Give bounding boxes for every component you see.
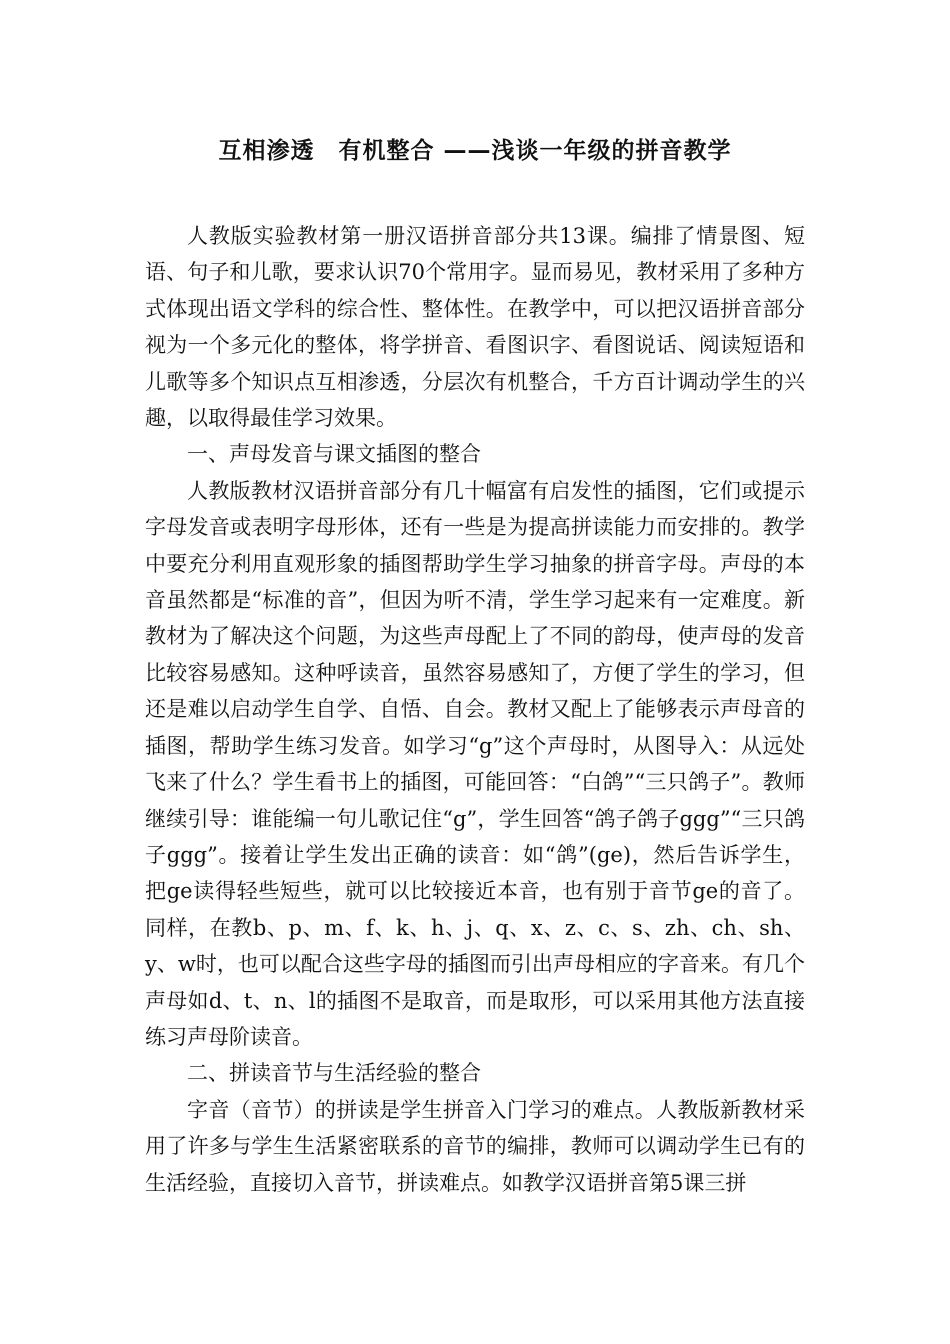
- section-heading-1: 一、声母发音与课文插图的整合: [187, 442, 481, 467]
- section-heading-2: 二、拼读音节与生活经验的整合: [187, 1061, 481, 1086]
- paragraph-intro: 人教版实验教材第一册汉语拼音部分共13课。编排了情景图、短语、句子和儿歌，要求认识70个常用字。显而易见，教材采用了多种方式体现出语文学科的综合性、整体性。在教学中，可以把汉语拼音部分视为一个多元化的整体，将学拼音、看图识字、看图说话、阅读短语和儿歌等多个知识点互相渗透，分层次有机整合，千方百计调动学生的兴趣，以取得最佳学习效果。: [145, 224, 805, 431]
- document-body: [145, 218, 805, 1201]
- paragraph-section-2: 字音（音节）的拼读是学生拼音入门学习的难点。人教版新教材采用了许多与学生生活紧密联系的音节的编排，教师可以调动学生已有的生活经验，直接切入音节，拼读难点。如教学汉语拼音第5课三拼: [145, 1097, 805, 1195]
- paragraph-section-1: 人教版教材汉语拼音部分有几十幅富有启发性的插图，它们或提示字母发音或表明字母形体，还有一些是为提高拼读能力而安排的。教学中要充分利用直观形象的插图帮助学生学习抽象的拼音字母。声母的本音虽然都是“标准的音”，但因为听不清，学生学习起来有一定难度。新教材为了解决这个问题，为这些声母配上了不同的韵母，使声母的发音比较容易感知。这种呼读音，虽然容易感知了，方便了学生的学习，但还是难以启动学生自学、自悟、自会。教材又配上了能够表示声母音的插图，帮助学生练习发音。如学习“g”这个声母时，从图导入：从远处飞来了什么？学生看书上的插图，可能回答：“白鸽”“三只鸽子”。教师继续引导：谁能编一句儿歌记住“g”，学生回答“鸽子鸽子ggg”“三只鸽子ggg”。接着让学生发出正确的读音：如“鸽”(ge)，然后告诉学生，把ge读得轻些短些，就可以比较接近本音，也有别于音节ge的音了。同样，在教b、p、m、f、k、h、j、q、x、z、c、s、zh、ch、sh、y、w时，也可以配合这些字母的插图而引出声母相应的字音来。有几个声母如d、t、n、l的插图不是取音，而是取形，可以采用其他方法直接练习声母阶读音。: [145, 478, 805, 1049]
- document-title: 互相渗透 有机整合 ——浅谈一年级的拼音教学: [218, 138, 732, 164]
